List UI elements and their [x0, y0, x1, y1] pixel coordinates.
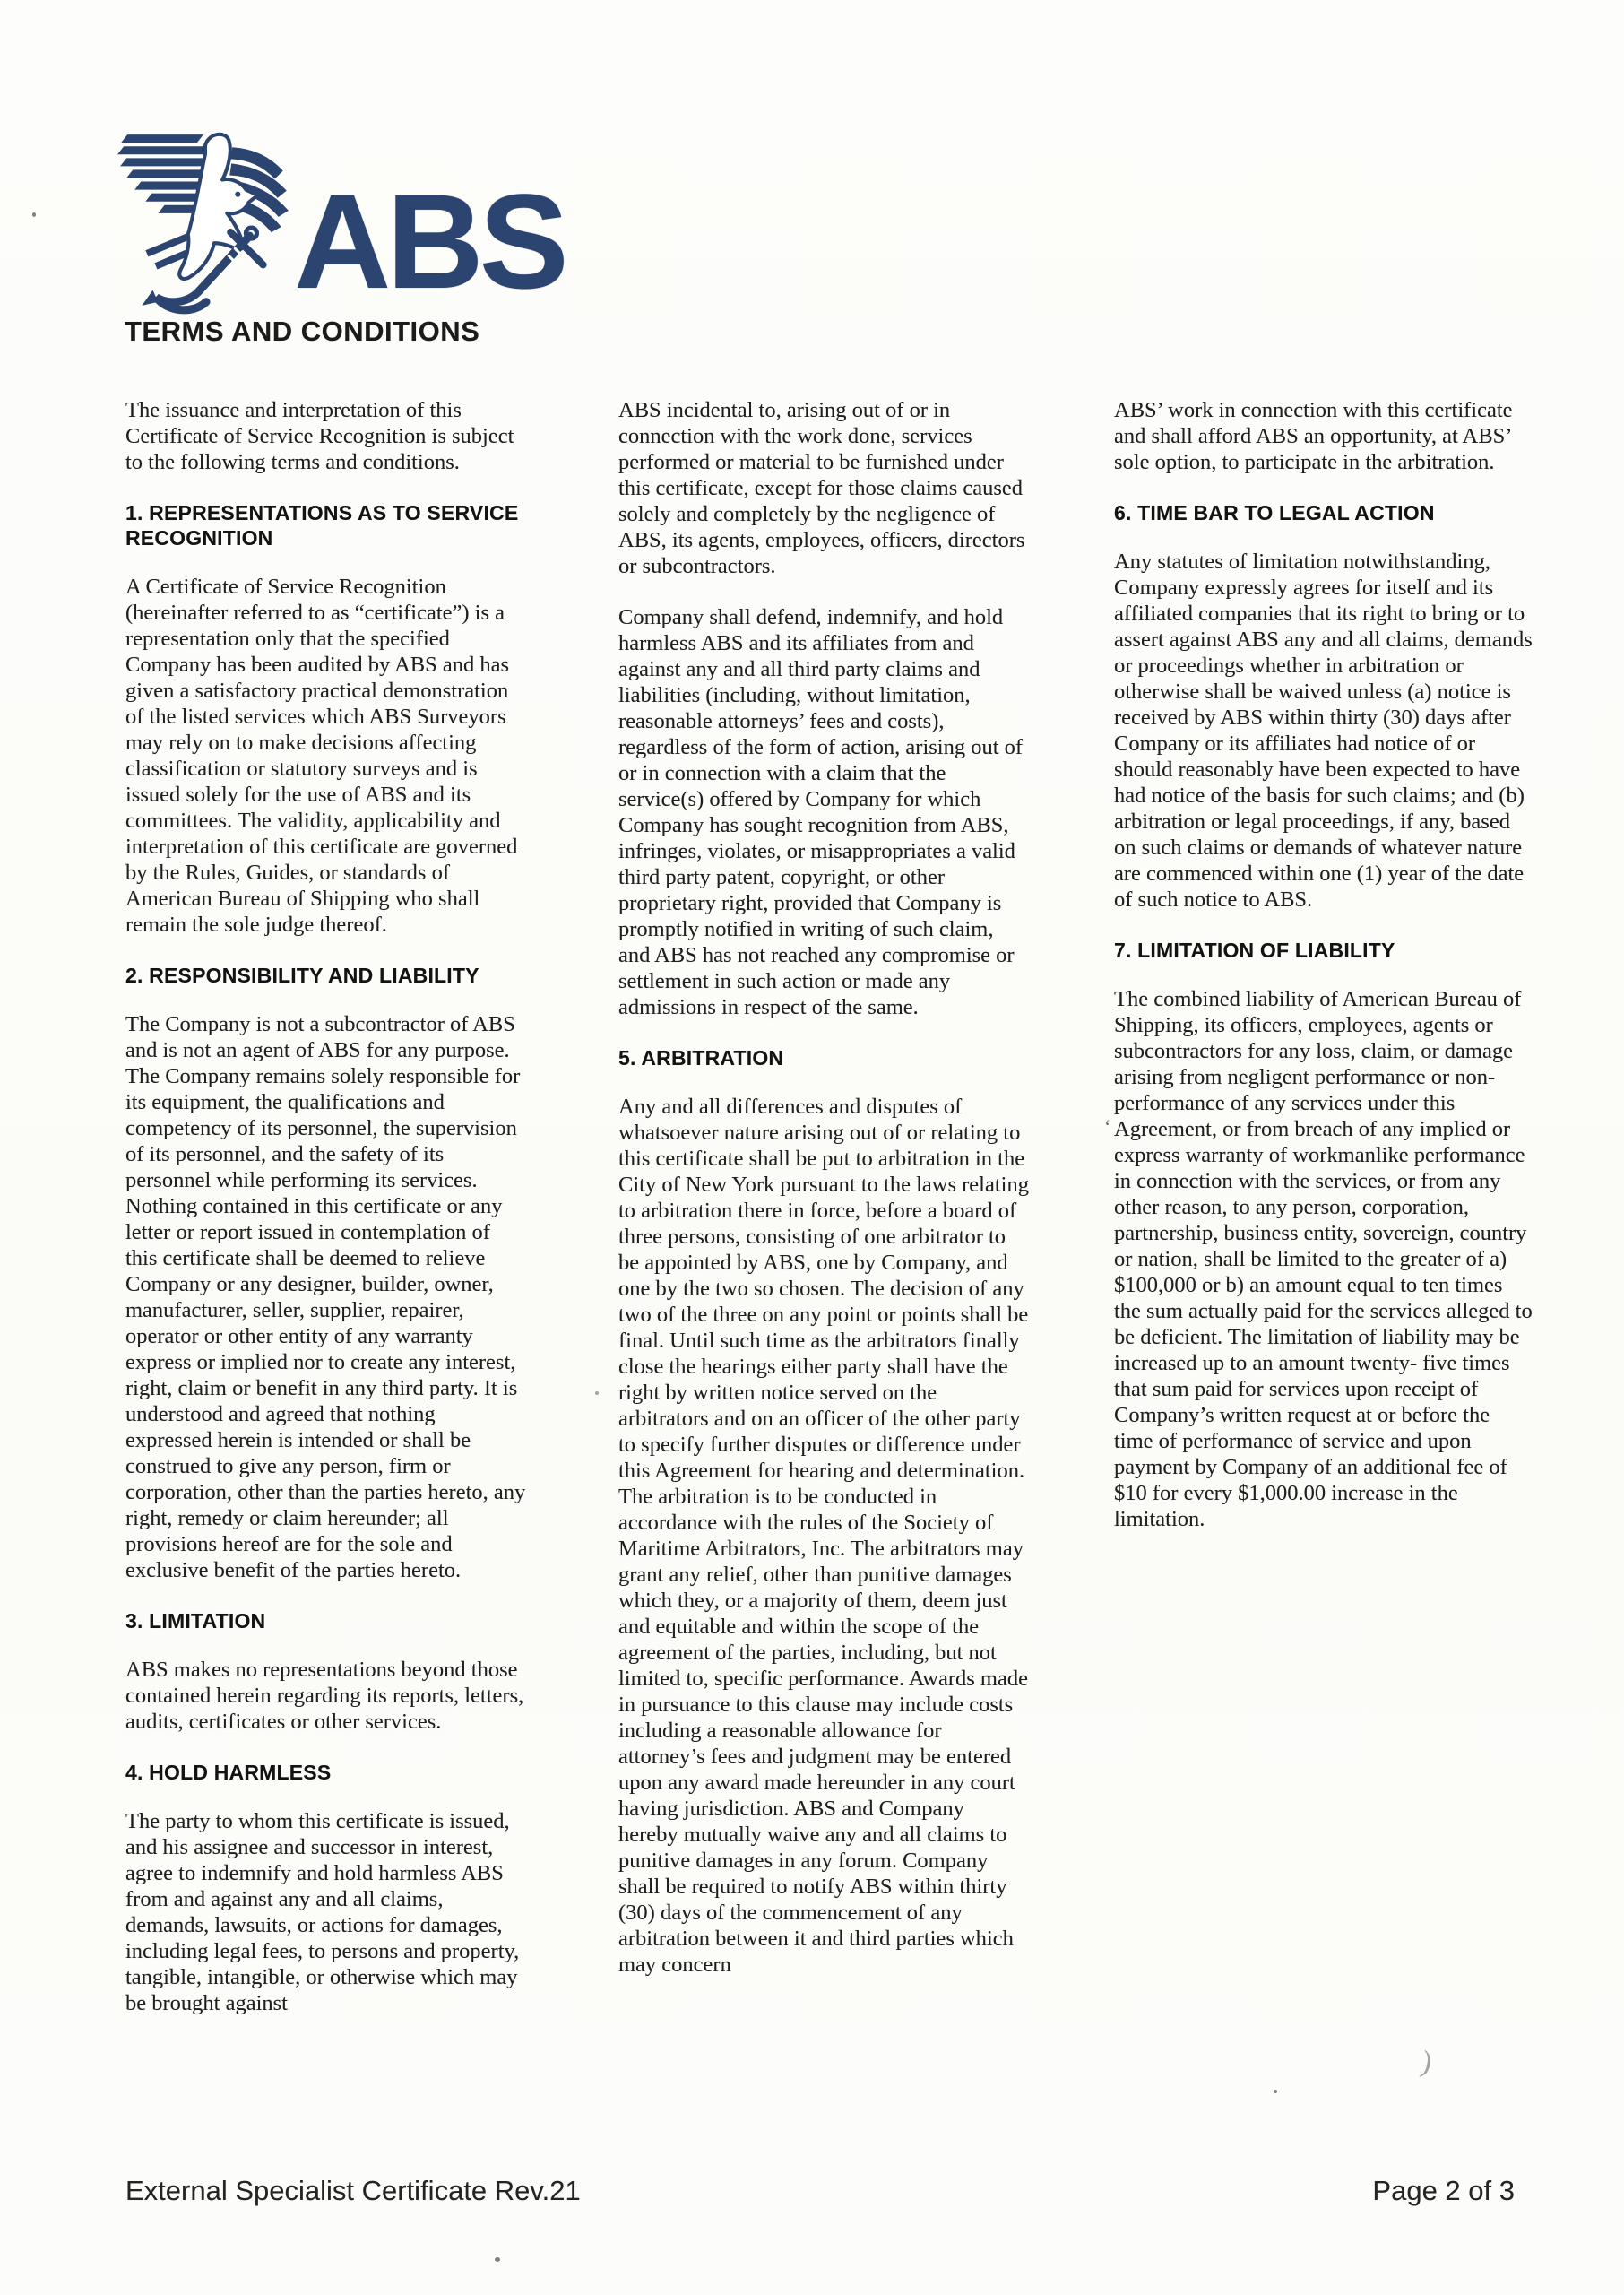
- footer-document-name: External Specialist Certificate Rev.21: [125, 2175, 581, 2206]
- scan-artifact: [1274, 2090, 1277, 2093]
- section-4-heading: 4. HOLD HARMLESS: [125, 1761, 332, 1784]
- scan-artifact: [595, 1391, 599, 1395]
- section-5-heading: 5. ARBITRATION: [618, 1046, 784, 1070]
- section-7-paragraph: The combined liability of American Bureau of Shipping, its officers, employees, agents or subcontractors for any loss, claim, or damage arising from negligent performance or non-performance of any services under this Agreement, or from breach of any implied or express warranty of workmanlike performance in connection with the services, or from any other reason, to any person, corporation, partnership, business entity, sovereign, country or nation, shall be limited to the greater of a) $100,000 or b) an amount equal to ten times the sum actually paid for the services alleged to be deficient. The limitation of liability may be increased up to an amount twenty- five times that sum paid for services upon receipt of Company’s written request at or before the time of performance of service and upon payment by Company of an additional fee of $10 for every $1,000.00 increase in the limitation.: [1114, 987, 1533, 1531]
- section-1-paragraph: A Certificate of Service Recognition (hereinafter referred to as “certificate”) is a representation only that the specified Company has been audited by ABS and has given a satisfactory practical demonstration of the listed services which ABS Surveyors may rely on to make decisions affecting classification or statutory surveys and is issued solely for the use of ABS and its committees. The validity, applicability and interpretation of this certificate are governed by the Rules, Guides, or standards of American Bureau of Shipping who shall remain the sole judge thereof.: [125, 575, 518, 937]
- scan-artifact: [495, 2257, 500, 2262]
- section-6-paragraph: Any statutes of limitation notwithstanding, Company expressly agrees for itself and its affiliated companies that its right to bring or to assert against ABS any and all claims, demands or proceedings whether in arbitration or otherwise shall be waived unless (a) notice is received by ABS within thirty (30) days after Company or its affiliates had notice of or should reasonably have been expected to have had notice of the basis for such claims; and (b) arbitration or legal proceedings, if any, based on such claims or demands of whatever nature are commenced within one (1) year of the date of such notice to ABS.: [1114, 550, 1533, 912]
- section-7-heading: 7. LIMITATION OF LIABILITY: [1114, 939, 1395, 962]
- column-3: [1114, 397, 1533, 1557]
- section-2-heading: 2. RESPONSIBILITY AND LIABILITY: [125, 964, 479, 987]
- abs-eagle-anchor-icon: [113, 127, 303, 322]
- section-1-heading: 1. REPRESENTATIONS AS TO SERVICE RECOGNITION: [125, 501, 519, 550]
- section-6-heading: 6. TIME BAR TO LEGAL ACTION: [1114, 501, 1435, 524]
- scan-artifact: ‘: [1104, 1115, 1111, 1138]
- scan-artifact: [32, 212, 36, 217]
- section-5-continuation: ABS’ work in connection with this certificate and shall afford ABS an opportunity, at ABS’ sole option, to participate in the arbitration.: [1114, 398, 1513, 474]
- section-2-paragraph: The Company is not a subcontractor of ABS and is not an agent of ABS for any purpose. The Company remains solely responsible for its equipment, the qualifications and competency of its personnel, the supervision of its personnel, and the safety of its personnel while performing its services. Nothing contained in this certificate or any letter or report issued in contemplation of this certificate shall be deemed to relieve Company or any designer, builder, owner, manufacturer, seller, supplier, repairer, operator or other entity of any warranty express or implied nor to create any interest, right, claim or benefit in any third party. It is understood and agreed that nothing expressed herein is intended or shall be construed to give any person, firm or corporation, other than the parties hereto, any right, remedy or claim hereunder; all provisions hereof are for the sole and exclusive benefit of the parties hereto.: [125, 1012, 526, 1582]
- column-1: [125, 397, 527, 2041]
- section-4-paragraph: The party to whom this certificate is issued, and his assignee and successor in interest, agree to indemnify and hold harmless ABS from and against any and all claims, demands, lawsuits, or actions for damages, including legal fees, to persons and property, tangible, intangible, or otherwise which may be brought against: [125, 1809, 520, 2015]
- section-5-paragraph: Any and all differences and disputes of whatsoever nature arising out of or relating to this certificate shall be put to arbitration in the City of New York pursuant to the laws relating to arbitration there in force, before a board of three persons, consisting of one arbitrator to be appointed by ABS, one by Company, and one by the two so chosen. The decision of any two of the three on any point or points shall be final. Until such time as the arbitrators finally close the hearings either party shall have the right by written notice served on the arbitrators and on an officer of the other party to specify further disputes or difference under this Agreement for hearing and determination. The arbitration is to be conducted in accordance with the rules of the Society of Maritime Arbitrators, Inc. The arbitrators may grant any relief, other than punitive damages which they, or a majority of them, deem just and equitable and within the scope of the agreement of the parties, including, but not limited to, specific performance. Awards made in pursuance to this clause may include costs including a reasonable allowance for attorney’s fees and judgment may be entered upon any award made hereunder in any court having jurisdiction. ABS and Company hereby mutually waive any and all claims to punitive damages in any forum. Company shall be required to notify ABS within thirty (30) days of the commencement of any arbitration between it and third parties which may concern: [618, 1095, 1029, 1977]
- page-title: TERMS AND CONDITIONS: [125, 316, 480, 347]
- section-3-heading: 3. LIMITATION: [125, 1609, 266, 1632]
- intro-paragraph: The issuance and interpretation of this Certificate of Service Recognition is subject to the following terms and conditions.: [125, 398, 514, 474]
- section-4-paragraph-2: Company shall defend, indemnify, and hold harmless ABS and its affiliates from and against any and all third party claims and liabilities (including, without limitation, reasonable attorneys’ fees and costs), regardless of the form of action, arising out of or in connection with a claim that the service(s) offered by Company for which Company has sought recognition from ABS, infringes, violates, or misappropriates a valid third party patent, copyright, or other proprietary right, provided that Company is promptly notified in writing of such claim, and ABS has not reached any compromise or settlement in such action or made any admissions in respect of the same.: [618, 605, 1024, 1019]
- column-2: [618, 397, 1029, 2003]
- abs-wordmark: ABS: [294, 166, 565, 316]
- footer-page-number: Page 2 of 3: [1372, 2175, 1515, 2206]
- section-3-paragraph: ABS makes no representations beyond those contained herein regarding its reports, letters, audits, certificates or other services.: [125, 1658, 524, 1734]
- scan-artifact: ): [1418, 2045, 1436, 2080]
- section-4-continuation: ABS incidental to, arising out of or in connection with the work done, services performed or material to be furnished under this certificate, except for those claims caused solely and completely by the negligence of ABS, its agents, employees, officers, directors or subcontractors.: [618, 398, 1025, 578]
